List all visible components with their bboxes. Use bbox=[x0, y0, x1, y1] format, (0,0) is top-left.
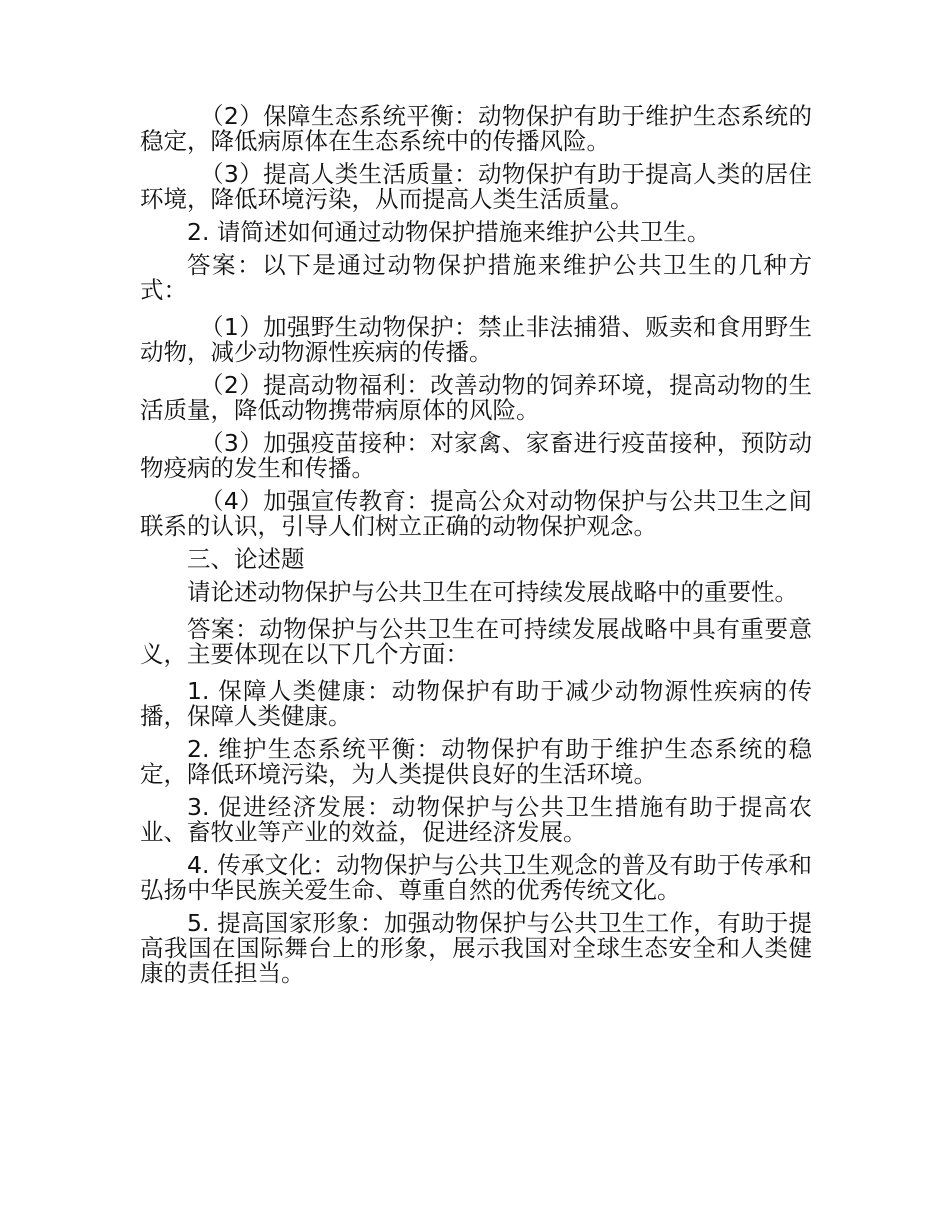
answer-2-item-1: （1）加强野生动物保护：禁止非法捕猎、贩卖和食用野生动物，减少动物源性疾病的传播。 bbox=[140, 313, 812, 366]
essay-question: 请论述动物保护与公共卫生在可持续发展战略中的重要性。 bbox=[187, 578, 798, 606]
essay-point-4: 4. 传承文化：动物保护与公共卫生观念的普及有助于传承和弘扬中华民族关爱生命、尊重自然的优秀传统文化。 bbox=[140, 851, 812, 904]
answer-2-item-4: （4）加强宣传教育：提高公众对动物保护与公共卫生之间联系的认识，引导人们树立正确的动物保护观念。 bbox=[140, 487, 812, 540]
essay-point-2: 2. 维护生态系统平衡：动物保护有助于维护生态系统的稳定，降低环境污染，为人类提供良好的生活环境。 bbox=[140, 735, 812, 788]
question-2: 2. 请简述如何通过动物保护措施来维护公共卫生。 bbox=[187, 218, 711, 246]
document-page bbox=[140, 104, 812, 992]
answer-2-item-2: （2）提高动物福利：改善动物的饲养环境，提高动物的生活质量，降低动物携带病原体的风险。 bbox=[140, 371, 812, 424]
answer-2-intro: 答案：以下是通过动物保护措施来维护公共卫生的几种方式： bbox=[140, 251, 812, 304]
essay-point-5: 5. 提高国家形象：加强动物保护与公共卫生工作，有助于提高我国在国际舞台上的形象，展示我国对全球生态安全和人类健康的责任担当。 bbox=[140, 909, 812, 987]
essay-answer-intro: 答案：动物保护与公共卫生在可持续发展战略中具有重要意义，主要体现在以下几个方面： bbox=[140, 615, 812, 668]
paragraph-ecosystem-balance: （2）保障生态系统平衡：动物保护有助于维护生态系统的稳定，降低病原体在生态系统中的传播风险。 bbox=[140, 102, 812, 155]
essay-point-1: 1. 保障人类健康：动物保护有助于减少动物源性疾病的传播，保障人类健康。 bbox=[140, 677, 812, 730]
paragraph-quality-of-life: （3）提高人类生活质量：动物保护有助于提高人类的居住环境，降低环境污染，从而提高人类生活质量。 bbox=[140, 160, 812, 213]
essay-point-3: 3. 促进经济发展：动物保护与公共卫生措施有助于提高农业、畜牧业等产业的效益，促进经济发展。 bbox=[140, 793, 812, 846]
answer-2-item-3: （3）加强疫苗接种：对家禽、家畜进行疫苗接种，预防动物疫病的发生和传播。 bbox=[140, 429, 812, 482]
section-heading-essay: 三、论述题 bbox=[187, 545, 305, 573]
